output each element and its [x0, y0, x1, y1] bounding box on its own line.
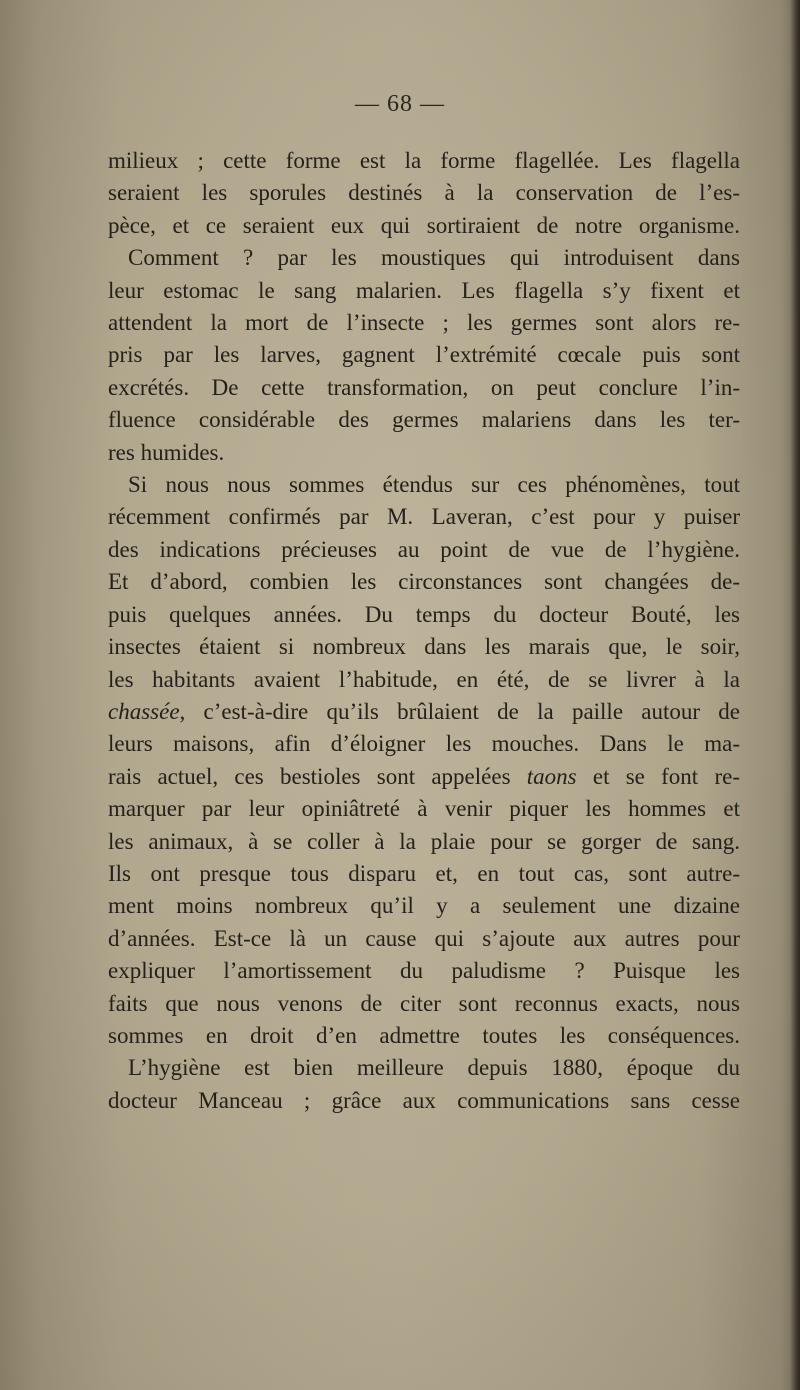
text-line-segment: , c’est-à-dire qu’ils brûlaient de la paille autour de: [179, 698, 740, 724]
text-line: les animaux, à se coller à la plaie pour se gorger de sang.: [108, 828, 740, 854]
text-line: [108, 696, 740, 728]
text-line: sommes en droit d’en admettre toutes les conséquences.: [108, 1022, 740, 1048]
text-line: excrétés. De cette transformation, on peut conclure l’in-: [108, 374, 740, 400]
text-line: leur estomac le sang malarien. Les flagella s’y fixent et: [108, 277, 740, 303]
text-line: Comment ? par les moustiques qui introduisent dans: [128, 245, 740, 271]
text-line: pèce, et ce seraient eux qui sortiraient de notre organisme.: [108, 212, 740, 238]
text-line: Si nous nous sommes étendus sur ces phénomènes, tout: [128, 472, 740, 498]
text-line: res humides.: [108, 439, 225, 465]
text-line: expliquer l’amortissement du paludisme ? Puisque les: [108, 958, 740, 984]
text-line: les habitants avaient l’habitude, en été, de se livrer à la: [108, 666, 740, 692]
text-line: seraient les sporules destinés à la conservation de l’es-: [108, 180, 740, 206]
text-line: d’années. Est-ce là un cause qui s’ajoute aux autres pour: [108, 925, 740, 951]
italic-word: chassée: [108, 698, 180, 724]
text-line-segment: et se font re-: [576, 763, 740, 789]
text-line: récemment confirmés par M. Laveran, c’est pour y puiser: [108, 504, 740, 530]
text-line: attendent la mort de l’insecte ; les germes sont alors re-: [108, 310, 740, 336]
text-line: L’hygiène est bien meilleure depuis 1880, époque du: [128, 1055, 740, 1081]
text-line: Ils ont presque tous disparu et, en tout cas, sont autre-: [108, 860, 740, 886]
italic-word: taons: [526, 763, 577, 789]
text-line: marquer par leur opiniâtreté à venir piquer les hommes et: [108, 796, 740, 822]
text-line: ment moins nombreux qu’il y a seulement une dizaine: [108, 893, 740, 919]
text-line: Et d’abord, combien les circonstances sont changées de-: [108, 569, 740, 595]
text-line: faits que nous venons de citer sont reconnus exacts, nous: [108, 990, 740, 1016]
page-edge-shadow: [790, 0, 800, 1390]
text-line: docteur Manceau ; grâce aux communications sans cesse: [108, 1087, 740, 1113]
text-line-segment: rais actuel, ces bestioles sont appelées: [108, 763, 527, 789]
text-line: pris par les larves, gagnent l’extrémité cœcale puis sont: [108, 342, 740, 368]
text-line: fluence considérable des germes malariens dans les ter-: [108, 407, 740, 433]
text-line: insectes étaient si nombreux dans les marais que, le soir,: [108, 634, 740, 660]
text-line: leurs maisons, afin d’éloigner les mouches. Dans le ma-: [108, 731, 740, 757]
text-line: des indications précieuses au point de vue de l’hygiène.: [108, 536, 740, 562]
page-number: — 68 —: [355, 91, 445, 117]
text-line: puis quelques années. Du temps du docteur Bouté, les: [108, 601, 740, 627]
body-text: [108, 145, 740, 1117]
text-line: [108, 761, 740, 793]
text-line: milieux ; cette forme est la forme flagellée. Les flagella: [108, 148, 740, 173]
